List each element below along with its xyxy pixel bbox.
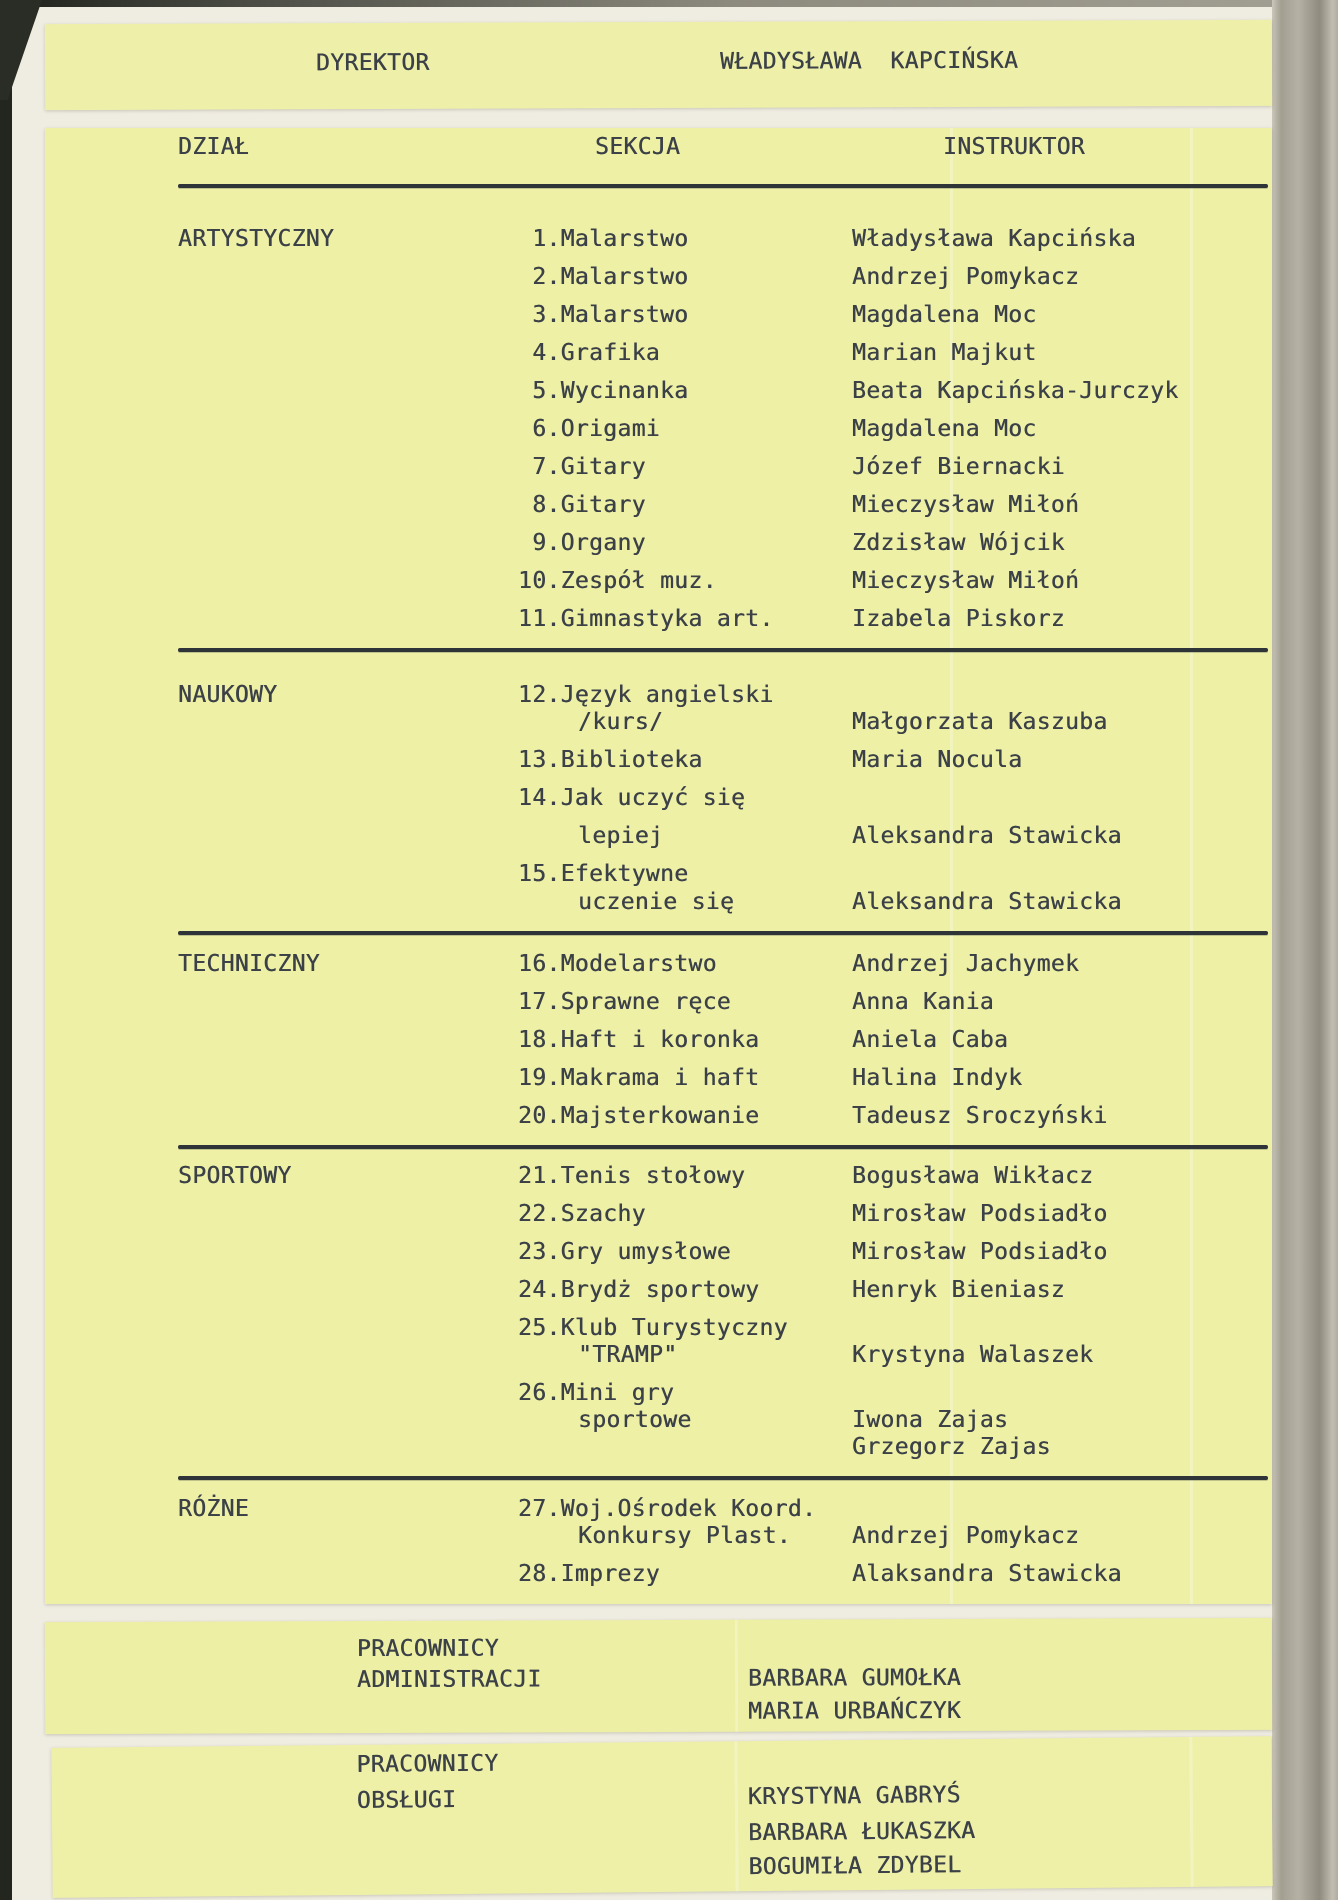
- section-label: SPORTOWY: [178, 1163, 292, 1189]
- instructor-name: Henryk Bieniasz: [852, 1277, 1065, 1303]
- instructor-name: Mieczysław Miłoń: [852, 492, 1080, 518]
- director-name: WŁADYSŁAWA KAPCIŃSKA: [719, 47, 1019, 75]
- instructor-name: Mirosław Podsiadło: [852, 1239, 1108, 1265]
- section-separator-line: [178, 1145, 1268, 1149]
- row-sekcja-line: 2.Malarstwo: [518, 264, 689, 290]
- row-sekcja-line: 19.Makrama i haft: [518, 1065, 760, 1091]
- staff-strip-administration: [45, 1618, 1272, 1734]
- row-sekcja-line: 5.Wycinanka: [518, 378, 689, 404]
- staff-name: MARIA URBAŃCZYK: [748, 1697, 962, 1725]
- section-separator-line: [178, 931, 1268, 935]
- paper-seam: [735, 1620, 738, 1732]
- row-sekcja-line: 11.Gimnastyka art.: [518, 606, 774, 632]
- instructor-name: Mieczysław Miłoń: [852, 568, 1080, 594]
- instructor-name: Józef Biernacki: [852, 454, 1065, 480]
- row-sekcja-line: 14.Jak uczyć się: [518, 785, 746, 811]
- instructor-name: Magdalena Moc: [852, 416, 1037, 442]
- instructor-name: Mirosław Podsiadło: [852, 1201, 1108, 1227]
- instructor-name: Aniela Caba: [852, 1027, 1009, 1053]
- column-header-instruktor: INSTRUKTOR: [943, 134, 1085, 160]
- row-sekcja-line: 16.Modelarstwo: [518, 951, 717, 977]
- row-sekcja-line: 22.Szachy: [518, 1201, 646, 1227]
- section-separator-line: [178, 648, 1268, 652]
- instructor-name: Władysława Kapcińska: [852, 226, 1136, 252]
- instructor-name: Magdalena Moc: [852, 302, 1037, 328]
- row-sekcja-line: "TRAMP": [578, 1342, 678, 1368]
- instructor-name: Iwona Zajas: [852, 1407, 1009, 1433]
- instructor-name: Krystyna Walaszek: [852, 1342, 1094, 1368]
- row-sekcja-line: 18.Haft i koronka: [518, 1027, 760, 1053]
- instructor-name: Anna Kania: [852, 989, 994, 1015]
- instructor-name: Aleksandra Stawicka: [852, 889, 1122, 915]
- row-sekcja-line: /kurs/: [578, 709, 664, 735]
- staff-name: BARBARA GUMOŁKA: [747, 1664, 962, 1692]
- row-sekcja-line: sportowe: [578, 1407, 692, 1433]
- section-label: NAUKOWY: [178, 682, 278, 708]
- row-sekcja-line: 13.Biblioteka: [518, 747, 703, 773]
- scan-edge-top: [0, 0, 1338, 7]
- instructor-name: Bogusława Wikłacz: [852, 1163, 1094, 1189]
- instructor-name: Andrzej Pomykacz: [852, 1523, 1080, 1549]
- instructor-name: Beata Kapcińska-Jurczyk: [852, 378, 1179, 404]
- column-header-sekcja: SEKCJA: [595, 134, 681, 160]
- instructor-name: Grzegorz Zajas: [852, 1434, 1051, 1460]
- row-sekcja-line: Konkursy Plast.: [578, 1523, 791, 1549]
- section-label: TECHNICZNY: [178, 951, 320, 977]
- section-label: ARTYSTYCZNY: [178, 226, 335, 252]
- staff-label: ADMINISTRACJI: [356, 1666, 542, 1694]
- staff-strip-service: [51, 1736, 1272, 1898]
- section-label: RÓŻNE: [178, 1496, 249, 1522]
- instructor-name: Halina Indyk: [852, 1065, 1023, 1091]
- instructor-name: Andrzej Pomykacz: [852, 264, 1080, 290]
- row-sekcja-line: 1.Malarstwo: [518, 226, 689, 252]
- row-sekcja-line: 12.Język angielski: [518, 682, 774, 708]
- row-sekcja-line: 8.Gitary: [518, 492, 646, 518]
- row-sekcja-line: 9.Organy: [518, 530, 646, 556]
- column-header-dzial: DZIAŁ: [178, 134, 249, 160]
- header-separator-line: [178, 184, 1268, 188]
- instructor-name: Marian Majkut: [852, 340, 1037, 366]
- instructor-name: Maria Nocula: [852, 747, 1023, 773]
- row-sekcja-line: 25.Klub Turystyczny: [518, 1315, 788, 1341]
- instructor-name: Tadeusz Sroczyński: [852, 1103, 1108, 1129]
- staff-label: OBSŁUGI: [356, 1786, 457, 1814]
- scan-edge-left: [0, 0, 12, 1900]
- row-sekcja-line: 6.Origami: [518, 416, 660, 442]
- staff-label: PRACOWNICY: [356, 1635, 499, 1663]
- instructor-name: Zdzisław Wójcik: [852, 530, 1065, 556]
- instructor-name: Małgorzata Kaszuba: [852, 709, 1108, 735]
- page-edge-right: [1272, 0, 1338, 1900]
- row-sekcja-line: 27.Woj.Ośrodek Koord.: [518, 1496, 817, 1522]
- instructor-name: Alaksandra Stawicka: [852, 1561, 1122, 1587]
- table-paper: [45, 128, 1272, 1604]
- section-separator-line: [178, 1476, 1268, 1480]
- scan-edge-corner: [0, 0, 42, 100]
- row-sekcja-line: lepiej: [578, 823, 664, 849]
- director-strip: [45, 20, 1272, 110]
- row-sekcja-line: 17.Sprawne ręce: [518, 989, 731, 1015]
- row-sekcja-line: 23.Gry umysłowe: [518, 1239, 731, 1265]
- row-sekcja-line: 21.Tenis stołowy: [518, 1163, 746, 1189]
- instructor-name: Andrzej Jachymek: [852, 951, 1080, 977]
- row-sekcja-line: 4.Grafika: [518, 340, 660, 366]
- row-sekcja-line: 20.Majsterkowanie: [518, 1103, 760, 1129]
- row-sekcja-line: 24.Brydż sportowy: [518, 1277, 760, 1303]
- row-sekcja-line: 26.Mini gry: [518, 1380, 675, 1406]
- row-sekcja-line: 28.Imprezy: [518, 1561, 660, 1587]
- row-sekcja-line: 10.Zespół muz.: [518, 568, 717, 594]
- staff-label: PRACOWNICY: [356, 1750, 499, 1778]
- paper-seam: [1190, 128, 1193, 1604]
- paper-seam: [734, 1741, 738, 1891]
- instructor-name: Izabela Piskorz: [852, 606, 1065, 632]
- staff-name: BARBARA ŁUKASZKA: [748, 1817, 976, 1847]
- row-sekcja-line: 3.Malarstwo: [518, 302, 689, 328]
- row-sekcja-line: 15.Efektywne: [518, 861, 689, 887]
- paper-seam: [1189, 1737, 1193, 1887]
- director-label: DYREKTOR: [315, 49, 430, 77]
- staff-name: KRYSTYNA GABRYŚ: [747, 1782, 961, 1811]
- instructor-name: Aleksandra Stawicka: [852, 823, 1122, 849]
- row-sekcja-line: 7.Gitary: [518, 454, 646, 480]
- staff-name: BOGUMIŁA ZDYBEL: [748, 1852, 962, 1881]
- row-sekcja-line: uczenie się: [578, 889, 735, 915]
